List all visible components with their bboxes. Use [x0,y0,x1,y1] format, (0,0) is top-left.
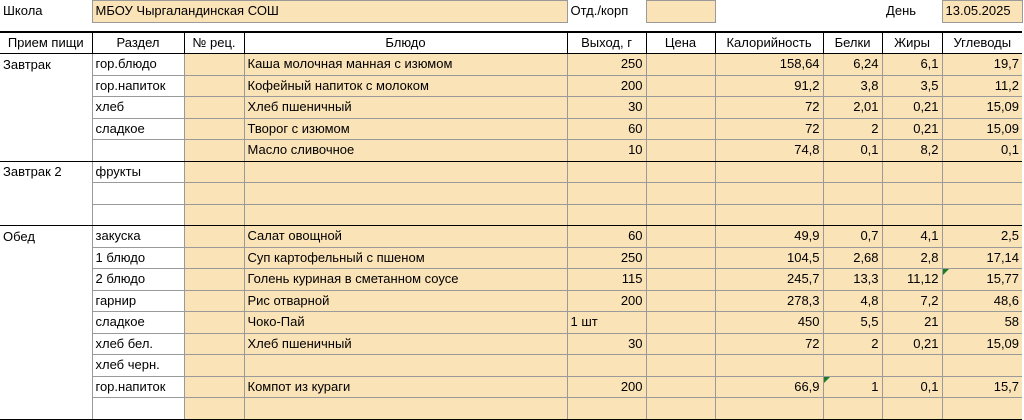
protein-cell[interactable] [823,355,882,377]
calories-cell[interactable]: 104,5 [715,247,823,269]
fat-cell[interactable] [882,355,942,377]
table-row [0,118,1022,140]
output-cell[interactable]: 250 [567,54,646,76]
output-cell[interactable]: 10 [567,140,646,162]
output-cell[interactable]: 1 шт [567,312,646,334]
carbs-cell[interactable]: 15,7 [942,376,1022,398]
recipe-no-cell[interactable] [184,183,244,205]
table-row [0,333,1022,355]
table-row [0,398,1022,420]
meal-cell[interactable] [0,247,92,269]
section-cell[interactable]: хлеб бел. [92,333,184,355]
recipe-no-cell[interactable] [184,140,244,162]
section-cell[interactable] [92,183,184,205]
carbs-cell[interactable]: 11,2 [942,75,1022,97]
meal-cell[interactable] [0,75,92,97]
table-row [0,312,1022,334]
recipe-no-cell[interactable] [184,333,244,355]
section-cell[interactable]: гарнир [92,290,184,312]
section-cell[interactable] [92,398,184,420]
meal-cell[interactable]: Обед [3,228,35,244]
table-row [0,54,1022,76]
section-cell[interactable]: гор.напиток [92,75,184,97]
recipe-no-cell[interactable] [184,118,244,140]
calories-cell[interactable]: 158,64 [715,54,823,76]
section-cell[interactable]: гор.блюдо [92,54,184,76]
price-cell[interactable] [646,312,715,334]
price-cell[interactable] [646,290,715,312]
fat-cell[interactable]: 0,1 [882,376,942,398]
dish-cell[interactable]: Каша молочная манная с изюмом [244,54,567,76]
recipe-no-cell[interactable] [184,398,244,420]
calories-cell[interactable]: 66,9 [715,376,823,398]
recipe-no-cell[interactable] [184,269,244,291]
recipe-no-cell[interactable] [184,290,244,312]
protein-cell[interactable]: 0,7 [823,226,882,248]
output-cell[interactable]: 60 [567,226,646,248]
carbs-cell[interactable]: 58 [942,312,1022,334]
protein-cell[interactable]: 0,1 [823,140,882,162]
column-header-row [0,32,1022,54]
meal-cell[interactable] [0,398,92,420]
calories-cell[interactable]: 245,7 [715,269,823,291]
carbs-cell[interactable]: 19,7 [942,54,1022,76]
protein-cell[interactable]: 2,01 [823,97,882,119]
fat-cell[interactable]: 6,1 [882,54,942,76]
carbs-cell[interactable] [942,398,1022,420]
calories-cell[interactable] [715,183,823,205]
meal-cell[interactable] [0,118,92,140]
output-cell[interactable] [567,398,646,420]
table-row [0,290,1022,312]
protein-cell[interactable]: 2,68 [823,247,882,269]
meal-cell[interactable] [0,140,92,162]
carbs-cell[interactable] [942,355,1022,377]
calories-cell[interactable] [715,398,823,420]
table-row [0,226,1022,248]
meal-cell[interactable] [0,355,92,377]
column-header[interactable]: Углеводы [942,32,1022,54]
table-row [0,183,1022,205]
calories-cell[interactable]: 72 [715,97,823,119]
carbs-cell[interactable]: 2,5 [942,226,1022,248]
recipe-no-cell[interactable] [184,54,244,76]
table-row [0,355,1022,377]
price-cell[interactable] [646,183,715,205]
price-cell[interactable] [646,97,715,119]
output-cell[interactable]: 200 [567,376,646,398]
price-cell[interactable] [646,118,715,140]
dish-cell[interactable]: Кофейный напиток с молоком [244,75,567,97]
calories-cell[interactable] [715,204,823,226]
dish-cell[interactable] [244,398,567,420]
dish-cell[interactable]: Салат овощной [244,226,567,248]
carbs-cell[interactable]: 17,14 [942,247,1022,269]
table-row [0,161,1022,183]
dish-cell[interactable]: Масло сливочное [244,140,567,162]
output-cell[interactable] [567,355,646,377]
dish-cell[interactable]: Чоко-Пай [244,312,567,334]
recipe-no-cell[interactable] [184,247,244,269]
dept-label: Отд./корп [570,3,629,19]
section-cell[interactable]: сладкое [92,118,184,140]
fat-cell[interactable]: 4,1 [882,226,942,248]
recipe-no-cell[interactable] [184,376,244,398]
meal-cell[interactable] [0,333,92,355]
meal-cell[interactable]: Завтрак 2 [3,164,62,179]
dish-cell[interactable] [244,183,567,205]
meal-cell[interactable] [0,204,92,226]
meal-cell[interactable] [0,312,92,334]
carbs-cell[interactable] [942,161,1022,183]
calories-cell[interactable] [715,355,823,377]
dish-cell[interactable]: Хлеб пшеничный [244,97,567,119]
table-row [0,75,1022,97]
dish-cell[interactable]: Хлеб пшеничный [244,333,567,355]
header-info-row [0,1,1022,23]
table-row [0,247,1022,269]
carbs-cell[interactable]: 48,6 [942,290,1022,312]
column-header[interactable]: Прием пищи [0,32,92,54]
output-cell[interactable]: 200 [567,75,646,97]
fat-cell[interactable]: 7,2 [882,290,942,312]
day-label: День [886,3,917,19]
recipe-no-cell[interactable] [184,204,244,226]
section-cell[interactable]: хлеб [92,97,184,119]
recipe-no-cell[interactable] [184,97,244,119]
output-cell[interactable] [567,204,646,226]
price-cell[interactable] [646,204,715,226]
output-cell[interactable]: 115 [567,269,646,291]
table-row [0,269,1022,291]
price-cell[interactable] [646,54,715,76]
section-cell[interactable]: хлеб черн. [92,355,184,377]
fat-cell[interactable]: 2,8 [882,247,942,269]
meal-cell[interactable] [0,97,92,119]
section-cell[interactable]: фрукты [92,161,184,183]
price-cell[interactable] [646,398,715,420]
price-cell[interactable] [646,247,715,269]
table-row [0,140,1022,162]
fat-cell[interactable] [882,204,942,226]
column-header[interactable]: Блюдо [244,32,567,54]
dish-cell[interactable] [244,204,567,226]
output-cell[interactable]: 30 [567,333,646,355]
calories-cell[interactable]: 91,2 [715,75,823,97]
section-cell[interactable]: сладкое [92,312,184,334]
protein-cell[interactable] [823,161,882,183]
dish-cell[interactable]: Компот из кураги [244,376,567,398]
school-value-cell[interactable]: МБОУ Чыргаландинская СОШ [92,1,567,23]
table-row [0,97,1022,119]
protein-cell[interactable]: 13,3 [823,269,882,291]
fat-cell[interactable] [882,161,942,183]
meal-cell[interactable] [0,376,92,398]
carbs-cell[interactable]: 15,09 [942,118,1022,140]
price-cell[interactable] [646,333,715,355]
fat-cell[interactable]: 0,21 [882,333,942,355]
fat-cell[interactable]: 8,2 [882,140,942,162]
price-cell[interactable] [646,140,715,162]
price-cell[interactable] [646,226,715,248]
calories-cell[interactable]: 450 [715,312,823,334]
protein-cell[interactable]: 2 [823,333,882,355]
dish-cell[interactable]: Творог с изюмом [244,118,567,140]
meal-cell[interactable] [0,290,92,312]
table-row [0,204,1022,226]
school-label: Школа [3,3,43,19]
column-header[interactable]: Цена [646,32,715,54]
price-cell[interactable] [646,161,715,183]
column-header[interactable]: Калорийность [715,32,823,54]
protein-cell[interactable] [823,183,882,205]
section-cell[interactable]: гор.напиток [92,376,184,398]
calories-cell[interactable] [715,161,823,183]
carbs-cell[interactable]: 0,1 [942,140,1022,162]
day-value-cell[interactable]: 13.05.2025 [942,1,1022,23]
recipe-no-cell[interactable] [184,226,244,248]
fat-cell[interactable]: 21 [882,312,942,334]
protein-cell[interactable]: 1 [823,376,882,398]
recipe-no-cell[interactable] [184,75,244,97]
output-cell[interactable]: 200 [567,290,646,312]
fat-cell[interactable]: 0,21 [882,118,942,140]
section-cell[interactable]: 2 блюдо [92,269,184,291]
fat-cell[interactable] [882,398,942,420]
recipe-no-cell[interactable] [184,161,244,183]
output-cell[interactable]: 30 [567,97,646,119]
column-header[interactable]: Выход, г [567,32,646,54]
fat-cell[interactable]: 11,12 [882,269,942,291]
protein-cell[interactable]: 5,5 [823,312,882,334]
protein-cell[interactable]: 4,8 [823,290,882,312]
carbs-cell[interactable]: 15,09 [942,97,1022,119]
dish-cell[interactable] [244,161,567,183]
fat-cell[interactable]: 0,21 [882,97,942,119]
output-cell[interactable] [567,183,646,205]
output-cell[interactable] [567,161,646,183]
calories-cell[interactable]: 72 [715,118,823,140]
column-header[interactable]: Жиры [882,32,942,54]
price-cell[interactable] [646,75,715,97]
column-header[interactable]: № рец. [184,32,244,54]
column-header[interactable]: Белки [823,32,882,54]
price-cell[interactable] [646,376,715,398]
dish-cell[interactable]: Рис отварной [244,290,567,312]
calories-cell[interactable]: 49,9 [715,226,823,248]
calories-cell[interactable]: 278,3 [715,290,823,312]
protein-cell[interactable] [823,398,882,420]
fat-cell[interactable] [882,183,942,205]
section-cell[interactable] [92,140,184,162]
carbs-cell[interactable]: 15,77 [942,269,1022,291]
dish-cell[interactable]: Голень куриная в сметанном соусе [244,269,567,291]
dish-cell[interactable]: Суп картофельный с пшеном [244,247,567,269]
protein-cell[interactable] [823,204,882,226]
output-cell[interactable]: 60 [567,118,646,140]
fat-cell[interactable]: 3,5 [882,75,942,97]
carbs-cell[interactable] [942,183,1022,205]
calories-cell[interactable]: 72 [715,333,823,355]
recipe-no-cell[interactable] [184,312,244,334]
dish-cell[interactable] [244,355,567,377]
price-cell[interactable] [646,355,715,377]
calories-cell[interactable]: 74,8 [715,140,823,162]
section-cell[interactable] [92,204,184,226]
meal-cell[interactable] [0,183,92,205]
section-cell[interactable]: закуска [92,226,184,248]
recipe-no-cell[interactable] [184,355,244,377]
meal-cell[interactable] [0,269,92,291]
protein-cell[interactable]: 6,24 [823,54,882,76]
protein-cell[interactable]: 3,8 [823,75,882,97]
output-cell[interactable]: 250 [567,247,646,269]
carbs-cell[interactable]: 15,09 [942,333,1022,355]
section-cell[interactable]: 1 блюдо [92,247,184,269]
protein-cell[interactable]: 2 [823,118,882,140]
carbs-cell[interactable] [942,204,1022,226]
meal-cell[interactable]: Завтрак [3,56,51,72]
dept-value-cell[interactable] [646,1,715,23]
price-cell[interactable] [646,269,715,291]
table-row [0,376,1022,398]
column-header[interactable]: Раздел [92,32,184,54]
